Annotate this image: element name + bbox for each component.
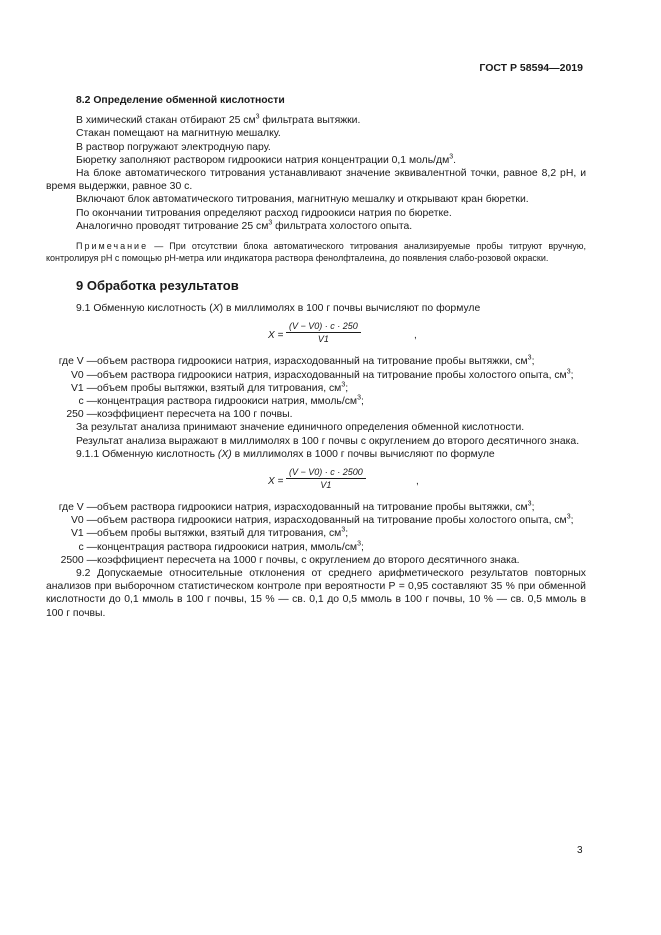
paragraph: Стакан помещают на магнитную мешалку. (76, 128, 281, 140)
definition-symbol: V1 — (71, 528, 97, 540)
paragraph: За результат анализа принимают значение единичного определения обменной кислотности. (76, 422, 525, 434)
definition-text: объем пробы вытяжки, взятый для титрования, $см^3$; (97, 381, 349, 394)
definition-row (46, 514, 586, 527)
standard-header: ГОСТ Р 58594—2019 (479, 62, 583, 74)
definition-row (46, 355, 586, 368)
definition-row (46, 369, 586, 382)
paragraph: В химический стакан отбирают 25 $см^3$ фильтрата вытяжки. (76, 113, 361, 127)
formula-denominator: V1 (320, 480, 332, 491)
definition-row (46, 554, 586, 567)
definition-symbol: 250 — (66, 409, 97, 421)
formula-fraction (286, 466, 366, 491)
where-list-1 (46, 355, 586, 421)
paragraph-9-1-1: 9.1.1 Обменную кислотность (X) в миллимолях в 1000 г почвы вычисляют по формуле (76, 448, 495, 460)
definition-symbol: где V — (58, 356, 97, 368)
definition-symbol: V0 — (71, 515, 97, 527)
paragraph: По окончании титрования определяют расход гидроокиси натрия по бюретке. (76, 207, 452, 219)
definition-row (46, 527, 586, 540)
definition-row (46, 408, 586, 421)
formula-1: X = $\frac{(V - V0) \cdot c \cdot 250}{V1}$ , (268, 321, 417, 345)
formula-lhs: X = (268, 330, 284, 342)
definition-text: объем раствора гидроокиси натрия, израсходованный на титрование пробы вытяжки, $см^3$; (97, 354, 535, 368)
where-list-2 (46, 501, 586, 567)
paragraph: Результат анализа выражают в миллимолях в 100 г почвы с округлением до второго десятичного знака. (76, 435, 580, 447)
definition-symbol: c — (78, 541, 97, 553)
formula-2: X = $\frac{(V - V0) \cdot c \cdot 2500}{V1}$ , (268, 467, 419, 491)
paragraph: На блоке автоматического титрования устанавливают значение эквивалентной точки, равное 8,2 рН, и время выдержки, равное 30 с. (46, 168, 586, 193)
definition-symbol: V0 — (71, 369, 97, 381)
section-9-title: 9 Обработка результатов (76, 278, 239, 294)
page-number: 3 (577, 845, 583, 856)
definition-text: объем раствора гидроокиси натрия, израсходованный на титрование пробы холостого опыта, $см^3$; (97, 513, 574, 527)
definition-text: объем пробы вытяжки, взятый для титрования, $см^3$; (97, 527, 349, 540)
definition-row (46, 541, 586, 554)
formula-numerator: (V − V0) · c · 250 (286, 320, 361, 333)
definition-text: коэффициент пересчета на 100 г почвы. (97, 409, 293, 421)
paragraph: Бюретку заполняют раствором гидроокиси натрия концентрации 0,1 моль/$дм^3$. (76, 153, 457, 166)
definition-text: коэффициент пересчета на 1000 г почвы, с округлением до второго десятичного знака. (97, 554, 520, 566)
definition-symbol: где V — (58, 502, 97, 514)
paragraph-9-2: 9.2 Допускаемые относительные отклонения от среднего арифметического результатов повторных анализов при выборочном статистическом контроле при вероятности Р = 0,95 составляют 35 % при обменной кислотности до 0,1 ммоль в 100 г почвы, 15 % — св. 0,1 до 0,5 ммоль в 100 г почвы, 10 % — св. 0,5 ммоль в 100 г почвы. (46, 568, 586, 619)
paragraph: Включают блок автоматического титрования, магнитную мешалку и открывают кран бюретки. (76, 194, 529, 206)
definition-row (46, 501, 586, 514)
definition-symbol: c — (78, 396, 97, 408)
definition-text: концентрация раствора гидроокиси натрия, ммоль/$см^3$; (97, 540, 364, 553)
formula-lhs: X = (268, 476, 284, 488)
paragraph: Аналогично проводят титрование 25 $см^3$ фильтрата холостого опыта. (76, 219, 413, 232)
formula-fraction (286, 320, 361, 345)
note-label: Примечание (76, 241, 149, 252)
definition-symbol: V1 — (71, 382, 97, 394)
page-content (46, 94, 586, 620)
formula-denominator: V1 (317, 334, 329, 345)
note: Примечание — При отсутствии блока автоматического титрования анализируемые пробы титруют вручную, контролируя рН с помощью рН-метра или индикатора раствора фенолфталеина, до появления слабо-розовой окраски. (46, 241, 586, 264)
definition-row (46, 382, 586, 395)
paragraph-9-1: 9.1 Обменную кислотность (X) в миллимолях в 100 г почвы вычисляют по формуле (76, 303, 481, 315)
definition-row (46, 395, 586, 408)
definition-symbol: 2500 — (60, 554, 97, 566)
definition-text: объем раствора гидроокиси натрия, израсходованный на титрование пробы вытяжки, $см^3$; (97, 500, 535, 514)
formula-numerator: (V − V0) · c · 2500 (286, 466, 366, 479)
section-8-2-title: 8.2 Определение обменной кислотности (76, 95, 285, 106)
paragraph: В раствор погружают электродную пару. (76, 141, 271, 153)
definition-text: концентрация раствора гидроокиси натрия, ммоль/$см^3$; (97, 394, 364, 408)
definition-text: объем раствора гидроокиси натрия, израсходованный на титрование пробы холостого опыта, $см^3$; (97, 368, 574, 381)
